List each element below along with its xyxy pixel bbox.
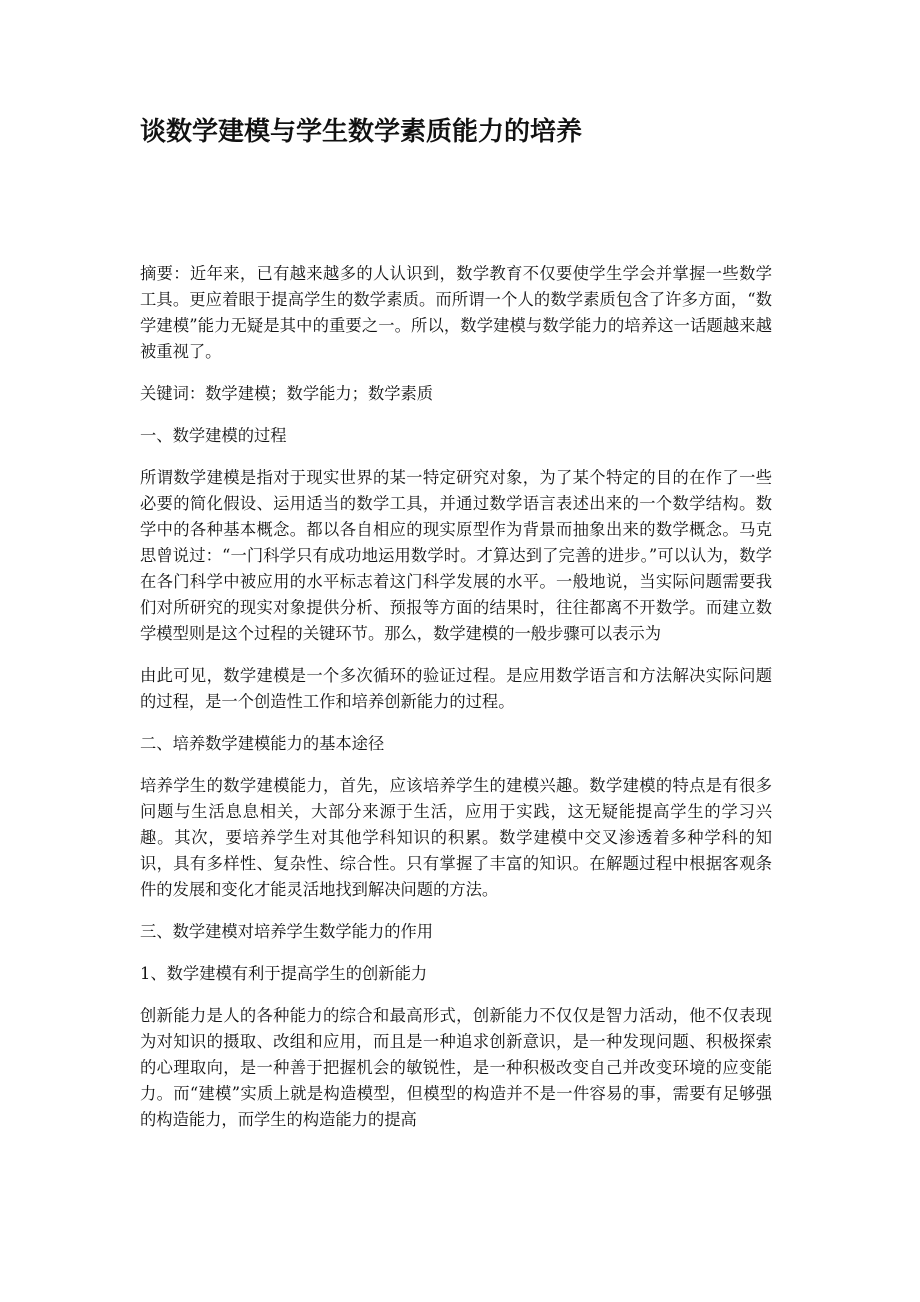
abstract-paragraph: 摘要：近年来，已有越来越多的人认识到，数学教育不仅要使学生学会并掌握一些数学工具。更应着眼于提高学生的数学素质。而所谓一个人的数学素质包含了许多方面，“数学建模”能力无疑是其中的重要之一。所以，数学建模与数学能力的培养这一话题越来越被重视了。 [140,264,772,361]
section-heading-2: 二、培养数学建模能力的基本途径 [140,734,385,753]
section-1-paragraph-1: 所谓数学建模是指对于现实世界的某一特定研究对象，为了某个特定的目的在作了一些必要的简化假设、运用适当的数学工具，并通过数学语言表述出来的一个数学结构。数学中的各种基本概念。都以各自相应的现实原型作为背景而抽象出来的数学概念。马克思曾说过：“一门科学只有成功地运用数学时。才算达到了完善的进步。”可以认为，数学在各门科学中被应用的水平标志着这门科学发展的水平。一般地说，当实际问题需要我们对所研究的现实对象提供分析、预报等方面的结果时，往往都离不开数学。而建立数学模型则是这个过程的关键环节。那么，数学建模的一般步骤可以表示为 [140,468,772,643]
keywords-line: 关键词：数学建模；数学能力；数学素质 [140,384,434,403]
section-2-paragraph-1: 培养学生的数学建模能力，首先，应该培养学生的建模兴趣。数学建模的特点是有很多问题与生活息息相关，大部分来源于生活，应用于实践，这无疑能提高学生的学习兴趣。其次，要培养学生对其他学科知识的积累。数学建模中交叉渗透着多种学科的知识，具有多样性、复杂性、综合性。只有掌握了丰富的知识。在解题过程中根据客观条件的发展和变化才能灵活地找到解决问题的方法。 [140,776,772,899]
subsection-heading-1: 1、数学建模有利于提高学生的创新能力 [140,964,428,983]
subsection-1-paragraph-1: 创新能力是人的各种能力的综合和最高形式，创新能力不仅仅是智力活动，他不仅表现为对知识的摄取、改组和应用，而且是一种追求创新意识，是一种发现问题、积极探索的心理取向，是一种善于把握机会的敏锐性，是一种积极改变自己并改变环境的应变能力。而“建模”实质上就是构造模型，但模型的构造并不是一件容易的事，需要有足够强的构造能力，而学生的构造能力的提高 [140,1006,772,1129]
section-heading-3: 三、数学建模对培养学生数学能力的作用 [140,922,434,941]
document-body [140,261,772,1133]
section-1-paragraph-2: 由此可见，数学建模是一个多次循环的验证过程。是应用数学语言和方法解决实际问题的过程，是一个创造性工作和培养创新能力的过程。 [140,666,772,711]
section-heading-1: 一、数学建模的过程 [140,426,287,445]
document-title: 谈数学建模与学生数学素质能力的培养 [140,117,583,147]
